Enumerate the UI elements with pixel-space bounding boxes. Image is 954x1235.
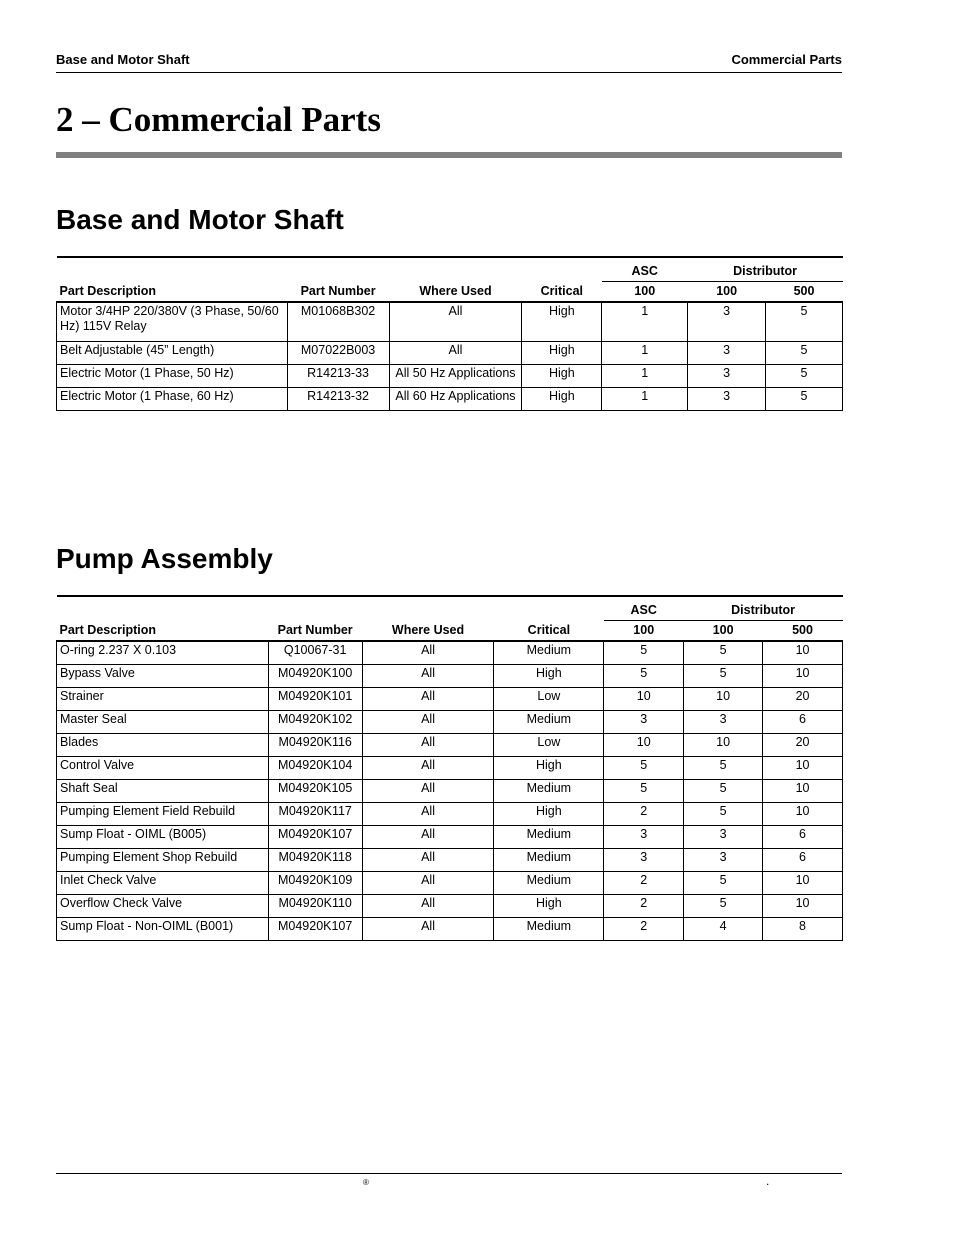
cell-distributor-100: 3	[688, 387, 766, 410]
table-row	[57, 871, 843, 894]
cell-critical: High	[522, 387, 602, 410]
header-spacer	[57, 596, 604, 620]
column-header-where-used: Where Used	[389, 281, 522, 302]
cell-critical: High	[494, 664, 604, 687]
cell-asc-100: 5	[604, 779, 684, 802]
table-row	[57, 733, 843, 756]
footer-dot: .	[766, 1174, 770, 1188]
cell-distributor-100: 10	[684, 733, 763, 756]
column-header-part-number: Part Number	[287, 281, 389, 302]
cell-part-description: Electric Motor (1 Phase, 60 Hz)	[57, 387, 288, 410]
cell-asc-100: 1	[602, 387, 688, 410]
cell-asc-100: 3	[604, 848, 684, 871]
cell-where-used: All	[362, 802, 494, 825]
column-header-distributor-100: 100	[684, 620, 763, 641]
table-row	[57, 917, 843, 940]
cell-part-description: Inlet Check Valve	[57, 871, 269, 894]
cell-distributor-500: 10	[763, 894, 843, 917]
cell-part-number: M04920K109	[268, 871, 362, 894]
parts-table-base-motor-shaft	[56, 256, 843, 411]
cell-critical: High	[522, 364, 602, 387]
cell-distributor-100: 5	[684, 894, 763, 917]
cell-critical: Medium	[494, 779, 604, 802]
table-row	[57, 756, 843, 779]
column-header-part-description: Part Description	[57, 281, 288, 302]
table-row	[57, 894, 843, 917]
column-header-distributor-500: 500	[763, 620, 843, 641]
cell-part-description: Master Seal	[57, 710, 269, 733]
cell-distributor-500: 5	[766, 364, 843, 387]
cell-part-number: M01068B302	[287, 302, 389, 341]
column-header-part-number: Part Number	[268, 620, 362, 641]
cell-asc-100: 3	[604, 825, 684, 848]
cell-part-description: Blades	[57, 733, 269, 756]
cell-critical: Medium	[494, 848, 604, 871]
cell-distributor-100: 5	[684, 779, 763, 802]
cell-distributor-100: 5	[684, 756, 763, 779]
chapter-rule	[56, 152, 842, 158]
cell-distributor-500: 5	[766, 302, 843, 341]
cell-distributor-500: 10	[763, 779, 843, 802]
cell-distributor-500: 6	[763, 710, 843, 733]
cell-part-number: M04920K100	[268, 664, 362, 687]
cell-where-used: All	[389, 341, 522, 364]
table-row	[57, 664, 843, 687]
cell-distributor-100: 3	[684, 825, 763, 848]
cell-part-number: M04920K116	[268, 733, 362, 756]
cell-part-description: Sump Float - OIML (B005)	[57, 825, 269, 848]
running-header-section: Base and Motor Shaft	[56, 52, 190, 67]
cell-distributor-100: 3	[688, 364, 766, 387]
table-row	[57, 302, 843, 341]
column-header-critical: Critical	[522, 281, 602, 302]
group-header-distributor: Distributor	[684, 596, 843, 620]
cell-asc-100: 10	[604, 733, 684, 756]
cell-asc-100: 1	[602, 302, 688, 341]
cell-part-number: M04920K107	[268, 825, 362, 848]
table-row	[57, 364, 843, 387]
cell-distributor-500: 10	[763, 802, 843, 825]
cell-where-used: All	[362, 664, 494, 687]
table-row	[57, 341, 843, 364]
column-header-critical: Critical	[494, 620, 604, 641]
cell-critical: High	[522, 341, 602, 364]
cell-asc-100: 2	[604, 894, 684, 917]
table-row	[57, 848, 843, 871]
cell-distributor-500: 20	[763, 687, 843, 710]
cell-asc-100: 5	[604, 756, 684, 779]
cell-distributor-100: 3	[688, 302, 766, 341]
cell-distributor-500: 6	[763, 825, 843, 848]
chapter-title: 2 – Commercial Parts	[56, 100, 381, 139]
cell-distributor-100: 10	[684, 687, 763, 710]
cell-distributor-500: 5	[766, 341, 843, 364]
cell-where-used: All 50 Hz Applications	[389, 364, 522, 387]
cell-part-description: Sump Float - Non-OIML (B001)	[57, 917, 269, 940]
cell-asc-100: 2	[604, 871, 684, 894]
cell-part-description: Shaft Seal	[57, 779, 269, 802]
cell-part-number: M04920K102	[268, 710, 362, 733]
cell-distributor-100: 5	[684, 641, 763, 664]
cell-distributor-500: 6	[763, 848, 843, 871]
table-row	[57, 710, 843, 733]
cell-asc-100: 1	[602, 364, 688, 387]
cell-asc-100: 1	[602, 341, 688, 364]
cell-part-number: M04920K104	[268, 756, 362, 779]
cell-asc-100: 3	[604, 710, 684, 733]
column-header-asc-100: 100	[604, 620, 684, 641]
cell-where-used: All	[389, 302, 522, 341]
cell-where-used: All	[362, 825, 494, 848]
cell-part-number: M04920K107	[268, 917, 362, 940]
cell-distributor-100: 3	[684, 710, 763, 733]
column-header-distributor-100: 100	[688, 281, 766, 302]
cell-where-used: All	[362, 917, 494, 940]
cell-part-description: O-ring 2.237 X 0.103	[57, 641, 269, 664]
cell-where-used: All	[362, 733, 494, 756]
header-spacer	[57, 257, 602, 281]
cell-part-number: R14213-32	[287, 387, 389, 410]
cell-part-description: Pumping Element Field Rebuild	[57, 802, 269, 825]
running-header-chapter: Commercial Parts	[731, 52, 842, 67]
cell-part-number: M04920K118	[268, 848, 362, 871]
cell-distributor-500: 10	[763, 641, 843, 664]
cell-distributor-100: 3	[684, 848, 763, 871]
table-row	[57, 641, 843, 664]
table-row	[57, 387, 843, 410]
cell-asc-100: 5	[604, 664, 684, 687]
cell-critical: Medium	[494, 871, 604, 894]
cell-distributor-100: 5	[684, 802, 763, 825]
cell-where-used: All	[362, 641, 494, 664]
cell-distributor-500: 5	[766, 387, 843, 410]
table-row	[57, 687, 843, 710]
cell-critical: Medium	[494, 825, 604, 848]
cell-part-description: Electric Motor (1 Phase, 50 Hz)	[57, 364, 288, 387]
cell-critical: High	[522, 302, 602, 341]
cell-part-description: Strainer	[57, 687, 269, 710]
table-row	[57, 825, 843, 848]
cell-critical: Medium	[494, 641, 604, 664]
cell-part-number: M04920K117	[268, 802, 362, 825]
cell-asc-100: 5	[604, 641, 684, 664]
cell-where-used: All	[362, 894, 494, 917]
cell-part-number: Q10067-31	[268, 641, 362, 664]
cell-distributor-100: 3	[688, 341, 766, 364]
cell-distributor-100: 5	[684, 871, 763, 894]
running-header	[56, 51, 842, 73]
cell-where-used: All	[362, 871, 494, 894]
cell-distributor-500: 8	[763, 917, 843, 940]
cell-part-description: Motor 3/4HP 220/380V (3 Phase, 50/60 Hz) 115V Relay	[57, 302, 288, 341]
cell-part-number: M04920K101	[268, 687, 362, 710]
cell-part-description: Belt Adjustable (45” Length)	[57, 341, 288, 364]
group-header-asc: ASC	[604, 596, 684, 620]
cell-critical: Medium	[494, 710, 604, 733]
footer-registered-mark: ®	[363, 1178, 369, 1187]
cell-critical: Low	[494, 687, 604, 710]
cell-distributor-500: 10	[763, 756, 843, 779]
cell-distributor-100: 4	[684, 917, 763, 940]
table-row	[57, 779, 843, 802]
parts-table-pump-assembly	[56, 595, 843, 941]
cell-where-used: All 60 Hz Applications	[389, 387, 522, 410]
cell-critical: Medium	[494, 917, 604, 940]
group-header-distributor: Distributor	[688, 257, 843, 281]
column-header-asc-100: 100	[602, 281, 688, 302]
cell-where-used: All	[362, 710, 494, 733]
table-row	[57, 802, 843, 825]
cell-critical: High	[494, 894, 604, 917]
cell-part-number: M04920K105	[268, 779, 362, 802]
cell-part-description: Overflow Check Valve	[57, 894, 269, 917]
cell-part-description: Bypass Valve	[57, 664, 269, 687]
cell-asc-100: 10	[604, 687, 684, 710]
cell-part-description: Pumping Element Shop Rebuild	[57, 848, 269, 871]
section-title-pump-assembly: Pump Assembly	[56, 543, 273, 574]
cell-where-used: All	[362, 848, 494, 871]
cell-critical: High	[494, 756, 604, 779]
column-header-distributor-500: 500	[766, 281, 843, 302]
cell-part-number: M04920K110	[268, 894, 362, 917]
cell-distributor-100: 5	[684, 664, 763, 687]
cell-part-description: Control Valve	[57, 756, 269, 779]
group-header-asc: ASC	[602, 257, 688, 281]
cell-asc-100: 2	[604, 802, 684, 825]
cell-distributor-500: 20	[763, 733, 843, 756]
cell-asc-100: 2	[604, 917, 684, 940]
cell-where-used: All	[362, 756, 494, 779]
cell-where-used: All	[362, 779, 494, 802]
cell-part-number: M07022B003	[287, 341, 389, 364]
footer-rule	[56, 1173, 842, 1174]
column-header-part-description: Part Description	[57, 620, 269, 641]
cell-distributor-500: 10	[763, 871, 843, 894]
column-header-where-used: Where Used	[362, 620, 494, 641]
cell-critical: High	[494, 802, 604, 825]
section-title-base-motor-shaft: Base and Motor Shaft	[56, 204, 344, 235]
cell-where-used: All	[362, 687, 494, 710]
cell-part-number: R14213-33	[287, 364, 389, 387]
cell-distributor-500: 10	[763, 664, 843, 687]
cell-critical: Low	[494, 733, 604, 756]
